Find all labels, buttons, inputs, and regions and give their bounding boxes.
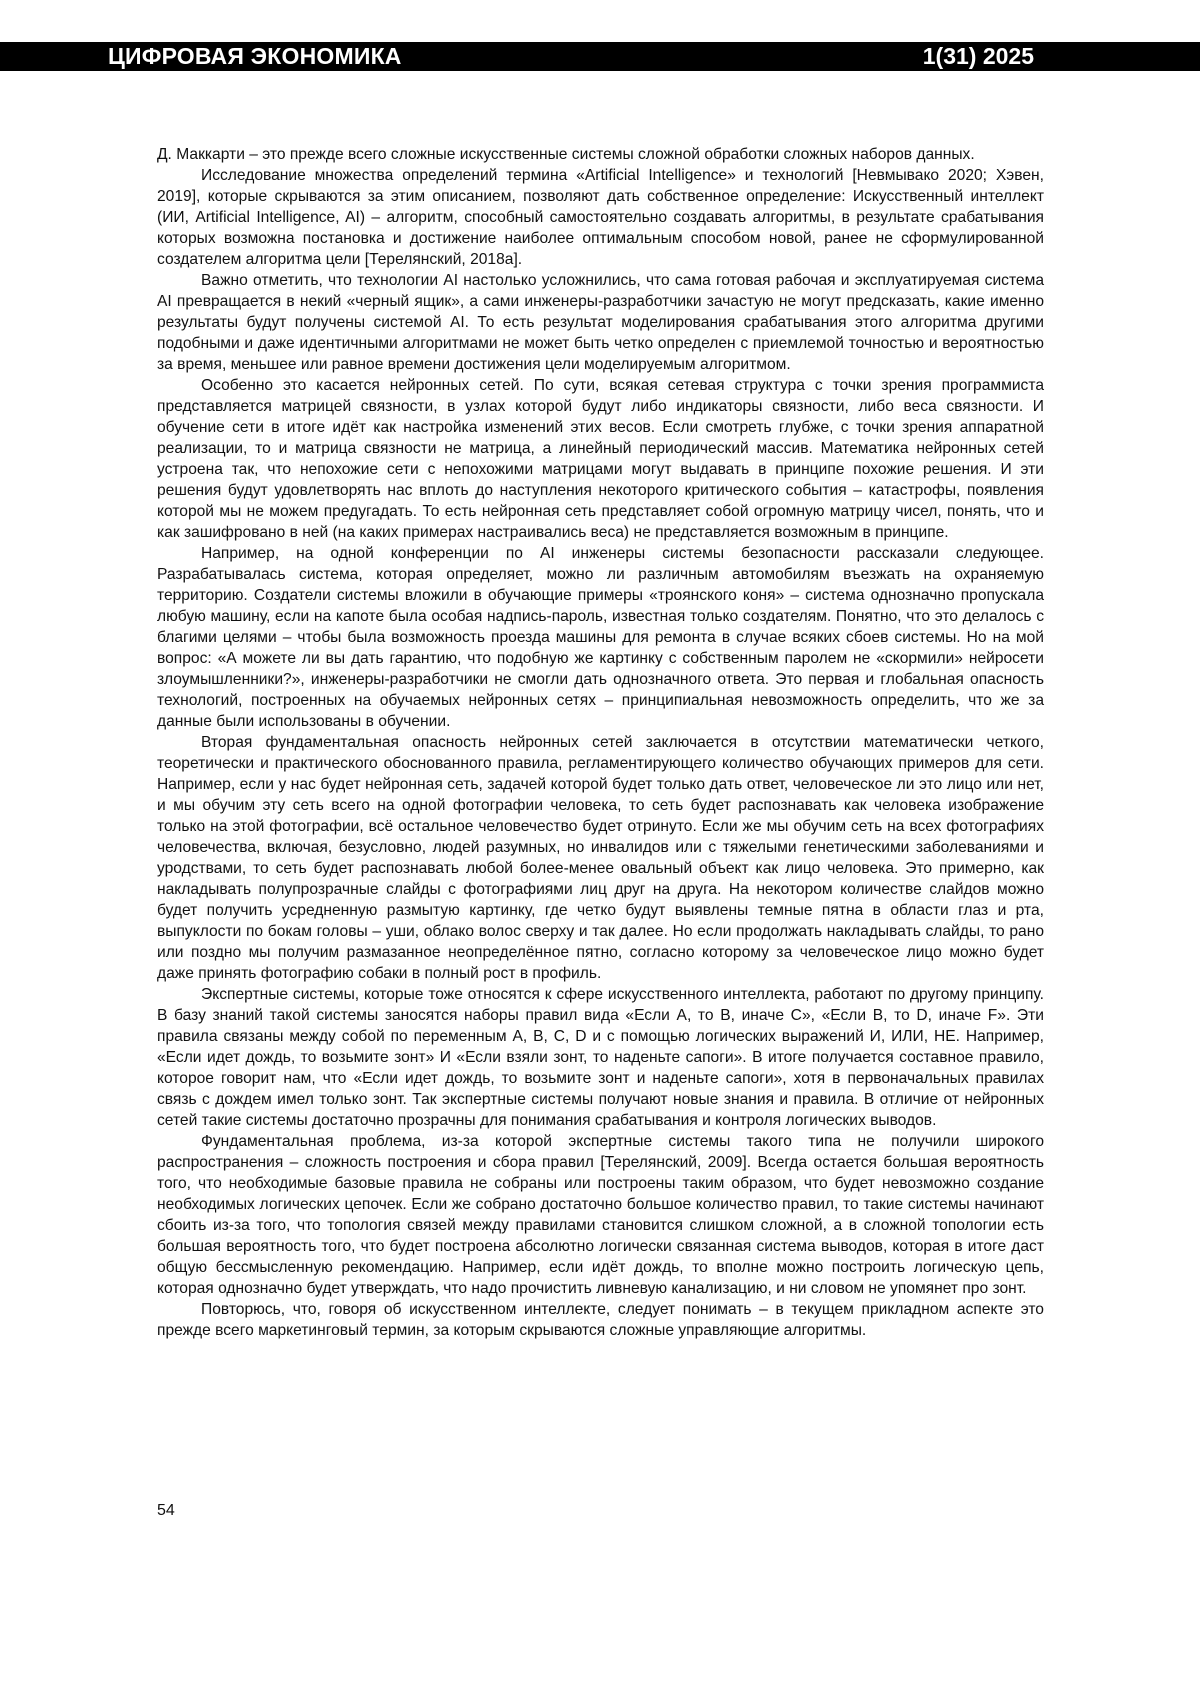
paragraph: Особенно это касается нейронных сетей. По сути, всякая сетевая структура с точки зрения программиста представляется матрицей связности, в узлах которой будут либо индикаторы связности, либо веса связности. И обучение сети в итоге идёт как настройка изменений этих весов. Если смотреть глубже, с точки зрения аппаратной реализации, то и матрица связности не матрица, а линейный периодический массив. Математика нейронных сетей устроена так, что непохожие сети с непохожими матрицами могут выдавать в принципе похожие решения. И эти решения будут удовлетворять нас вплоть до наступления некоторого критического события – катастрофы, появления которой мы не можем предугадать. То есть нейронная сеть представляет собой огромную матрицу чисел, понять, что и как зашифровано в ней (на каких примерах настраивались веса) не представляется возможным в принципе. xyxy=(157,377,1044,541)
article-body xyxy=(157,144,1044,1341)
paragraph: Важно отметить, что технологии AI настолько усложнились, что сама готовая рабочая и эксплуатируемая система AI превращается в некий «черный ящик», а сами инженеры-разработчики зачастую не могут предсказать, какие именно результаты будут получены системой AI. То есть результат моделирования срабатывания этого алгоритма другими подобными и даже идентичными алгоритмами не может быть четко определен с приемлемой точностью и вероятностью за время, меньшее или равное времени достижения цели моделируемым алгоритмом. xyxy=(157,272,1044,373)
paragraph: Вторая фундаментальная опасность нейронных сетей заключается в отсутствии математически четкого, теоретически и практического обоснованного правила, регламентирующего количество обучающих примеров для сети. Например, если у нас будет нейронная сеть, задачей которой будет только дать ответ, человеческое ли это лицо или нет, и мы обучим эту сеть всего на одной фотографии человека, то сеть будет распознавать как человека изображение только на этой фотографии, всё остальное человечество будет отринуто. Если же мы обучим сеть на всех фотографиях человечества, включая, безусловно, людей разумных, но инвалидов или с тяжелыми генетическими заболеваниями и уродствами, то сеть будет распознавать любой более-менее овальный объект как лицо человека. Это примерно, как накладывать полупрозрачные слайды с фотографиями лиц друг на друга. На некотором количестве слайдов можно будет получить усредненную размытую картинку, где четко будут выявлены темные пятна в области глаз и рта, выпуклости по бокам головы – уши, облако волос сверху и так далее. Но если продолжать накладывать слайды, то рано или поздно мы получим размазанное неопределённое пятно, согласно которому за человеческое лицо можно будет даже принять фотографию собаки в полный рост в профиль. xyxy=(157,734,1044,982)
paragraph: Например, на одной конференции по AI инженеры системы безопасности рассказали следующее. Разрабатывалась система, которая определяет, можно ли различным автомобилям въезжать на охраняемую территорию. Создатели системы вложили в обучающие примеры «троянского коня» – система однозначно пропускала любую машину, если на капоте была особая надпись-пароль, известная только создателям. Понятно, что это делалось с благими целями – чтобы была возможность проезда машины для ремонта в случае всяких сбоев системы. Но на мой вопрос: «А можете ли вы дать гарантию, что подобную же картинку с собственным паролем не «скормили» нейросети злоумышленники?», инженеры-разработчики не смогли дать однозначного ответа. Это первая и глобальная опасность технологий, построенных на обучаемых нейронных сетях – принципиальная невозможность определить, что же за данные были использованы в обучении. xyxy=(157,545,1044,730)
journal-title: ЦИФРОВАЯ ЭКОНОМИКА xyxy=(108,43,402,69)
paragraph: Д. Маккарти – это прежде всего сложные искусственные системы сложной обработки сложных наборов данных. xyxy=(157,146,975,163)
page-number: 54 xyxy=(157,1502,175,1519)
paragraph: Фундаментальная проблема, из-за которой экспертные системы такого типа не получили широкого распространения – сложность построения и сбора правил [Терелянский, 2009]. Всегда остается большая вероятность того, что необходимые базовые правила не собраны или построены таким образом, что будет невозможно создание необходимых логических цепочек. Если же собрано достаточно большое количество правил, то такие системы начинают сбоить из-за того, что топология связей между правилами становится слишком сложной, а в сложной топологии есть большая вероятность того, что будет построена абсолютно логически связанная система выводов, которая в итоге даст общую бессмысленную рекомендацию. Например, если идёт дождь, то вполне можно построить логическую цепь, которая однозначно будет утверждать, что надо прочистить ливневую канализацию, и ни словом не упомянет про зонт. xyxy=(157,1133,1044,1297)
paragraph: Повторюсь, что, говоря об искусственном интеллекте, следует понимать – в текущем прикладном аспекте это прежде всего маркетинговый термин, за которым скрываются сложные управляющие алгоритмы. xyxy=(157,1301,1044,1339)
paragraph: Экспертные системы, которые тоже относятся к сфере искусственного интеллекта, работают по другому принципу. В базу знаний такой системы заносятся наборы правил вида «Если A, то B, иначе C», «Если B, то D, иначе F». Эти правила связаны между собой по переменным A, B, C, D и с помощью логических выражений И, ИЛИ, НЕ. Например, «Если идет дождь, то возьмите зонт» И «Если взяли зонт, то наденьте сапоги». В итоге получается составное правило, которое говорит нам, что «Если идет дождь, то возьмите зонт и наденьте сапоги», хотя в первоначальных правилах связь с дождем имел только зонт. Так экспертные системы получают новые знания и правила. В отличие от нейронных сетей такие системы достаточно прозрачны для понимания срабатывания и контроля логических выводов. xyxy=(157,986,1044,1129)
journal-header xyxy=(0,42,1200,71)
issue-number: 1(31) 2025 xyxy=(922,43,1034,69)
paragraph: Исследование множества определений термина «Artificial Intelligence» и технологий [Невмывако 2020; Хэвен, 2019], которые скрываются за этим описанием, позволяют дать собственное определение: Искусственный интеллект (ИИ, Artificial Intelligence, AI) – алгоритм, способный самостоятельно создавать алгоритмы, в результате срабатывания которых возможна постановка и достижение наиболее оптимальным способом новой, ранее не сформулированной создателем алгоритма цели [Терелянский, 2018a]. xyxy=(157,167,1044,268)
